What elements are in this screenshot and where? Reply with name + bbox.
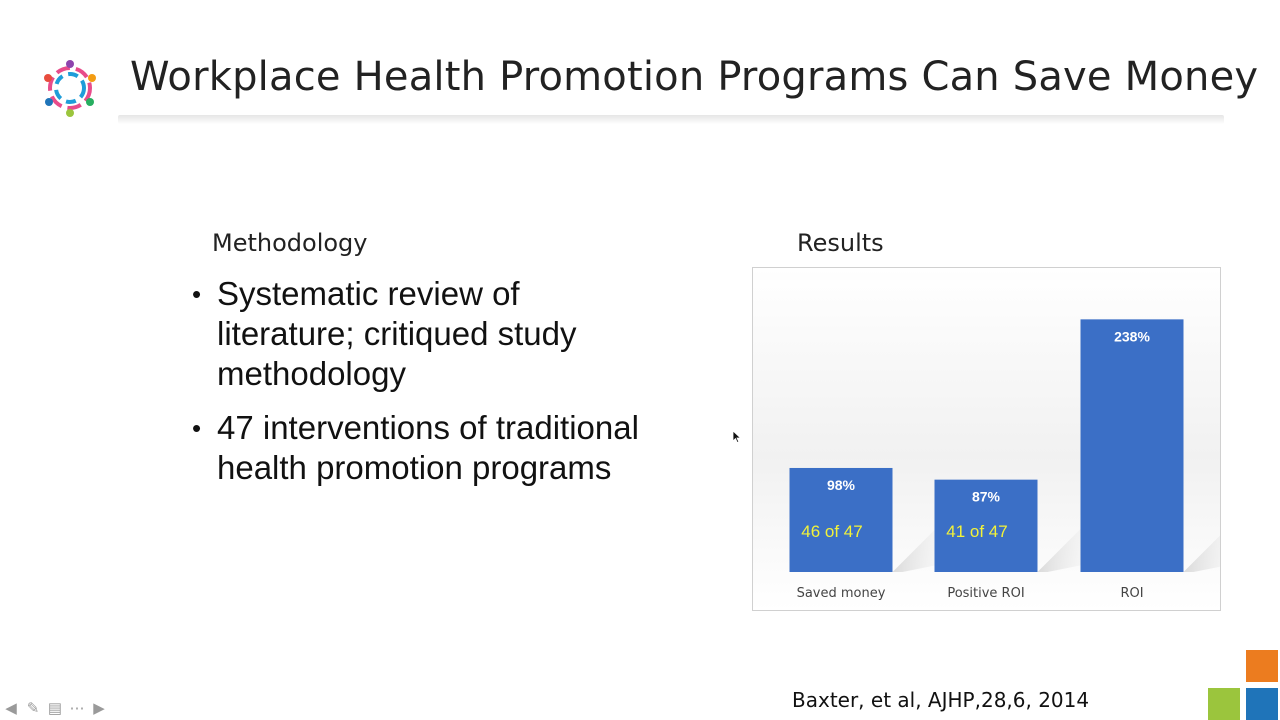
more-icon[interactable]: ⋯ (69, 700, 85, 717)
accent-square-orange (1246, 650, 1278, 682)
bullet-icon: • (192, 413, 202, 443)
bar-count-label: 46 of 47 (801, 522, 863, 541)
slides-icon[interactable]: ▤ (47, 700, 63, 717)
accent-square-blue (1246, 688, 1278, 720)
category-label: ROI (1120, 586, 1144, 601)
category-label: Saved money (796, 586, 886, 601)
logo-icon (40, 56, 100, 120)
methodology-list (190, 274, 660, 502)
results-heading: Results (797, 229, 884, 257)
results-chart (752, 267, 1221, 611)
bar-value-label: 238% (1114, 328, 1150, 345)
category-label: Positive ROI (947, 586, 1025, 601)
bullet-text: 47 interventions of traditional health promotion programs (217, 409, 639, 486)
bullet-icon: • (192, 279, 202, 309)
citation: Baxter, et al, AJHP,28,6, 2014 (792, 688, 1090, 712)
results-chart-svg (753, 268, 1220, 610)
accent-square-green (1208, 688, 1240, 720)
slide-title: Workplace Health Promotion Programs Can Save Money (130, 54, 1259, 100)
bar (1081, 319, 1184, 572)
bar-count-label: 41 of 47 (946, 522, 1008, 541)
bar-value-label: 98% (826, 476, 856, 493)
slide-nav-bar (2, 698, 108, 720)
bullet-text: Systematic review of literature; critiqued study methodology (217, 275, 577, 392)
mouse-cursor-icon (732, 430, 742, 444)
back-arrow-icon[interactable]: ◀ (5, 700, 17, 717)
list-item (190, 408, 660, 488)
methodology-heading: Methodology (212, 229, 368, 257)
title-divider (118, 115, 1224, 124)
list-item (190, 274, 660, 394)
forward-arrow-icon[interactable]: ▶ (93, 700, 105, 717)
bar-value-label: 87% (971, 488, 1001, 505)
pen-icon[interactable]: ✎ (26, 700, 40, 717)
